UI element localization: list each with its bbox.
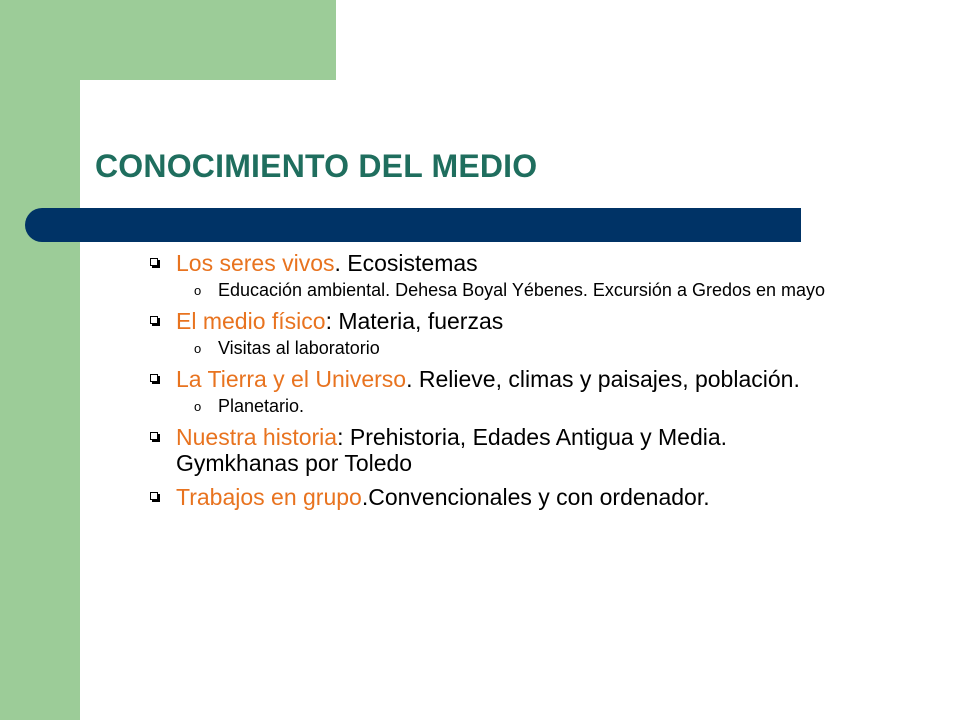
title-underline-bar [25,208,801,242]
item-highlight: Nuestra historia [176,424,338,450]
circle-bullet-icon: o [194,341,202,356]
sub-list [176,396,846,416]
sub-list-item [176,280,846,300]
circle-bullet-icon: o [194,283,202,298]
rounded-corner [80,80,140,140]
sub-list [176,338,846,358]
item-highlight: Trabajos en grupo [176,484,362,510]
sub-list [176,280,846,300]
list-item [146,424,846,476]
item-highlight: La Tierra y el Universo [176,366,407,392]
sub-item-text: Planetario. [218,396,305,416]
item-text: : Materia, fuerzas [325,308,504,334]
square-bullet-icon [150,432,158,440]
sub-list-item [176,338,846,358]
square-bullet-icon [150,492,158,500]
list-item [146,308,846,358]
list-item [146,250,846,300]
sub-list-item [176,396,846,416]
green-top-block [0,0,336,80]
sub-item-text: Visitas al laboratorio [218,338,380,358]
circle-bullet-icon: o [194,399,202,414]
item-text: : Prehistoria, Edades Antigua y Media. Gymkhanas por Toledo [176,424,728,476]
square-bullet-icon [150,374,158,382]
list-item [146,366,846,416]
square-bullet-icon [150,316,158,324]
green-side-strip [0,0,80,720]
item-text: .Convencionales y con ordenador. [361,484,710,510]
square-bullet-icon [150,258,158,266]
bullet-list [146,250,846,518]
list-item [146,484,846,510]
item-highlight: El medio físico [176,308,326,334]
slide-title: CONOCIMIENTO DEL MEDIO [95,148,538,184]
item-highlight: Los seres vivos [176,250,335,276]
sub-item-text: Educación ambiental. Dehesa Boyal Yébenes. Excursión a Gredos en mayo [218,280,826,300]
item-text: . Ecosistemas [334,250,478,276]
item-text: . Relieve, climas y paisajes, población. [406,366,800,392]
